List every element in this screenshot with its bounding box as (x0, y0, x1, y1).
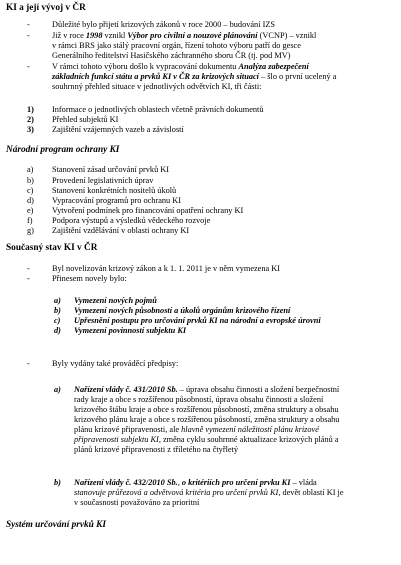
sub-marker: b) (54, 306, 61, 315)
bullet-text-3-line2: základních funkcí státu a prvků KI v ČR za krizových situací – šlo o první ucelený a (52, 72, 337, 81)
sub-item: Vymezení povinností subjektu KI (74, 326, 187, 335)
bullet-dash: - (27, 359, 30, 368)
list-item: Vytvoření podmínek pro financování opatření ochrany KI (52, 206, 244, 215)
reg-a-line3: krizového štábu kraje a obce s rozšířenou působností, změna struktury a obsahu (74, 405, 339, 414)
heading-soucasny-stav: Současný stav KI v ČR (6, 243, 98, 253)
list-marker: b) (27, 176, 34, 185)
heading-system-urcovani: Systém určování prvků KI (6, 520, 106, 530)
heading-ki-vyvoj: KI a její vývoj v ČR (6, 3, 86, 13)
list-item: Provedení legislativních úprav (52, 176, 154, 185)
numbered-marker: 3) (27, 125, 34, 134)
numbered-item: Informace o jednotlivých oblastech včetně právních dokumentů (52, 105, 264, 114)
bullet-text-2-line2: v rámci BRS jako stálý pracovní orgán, řízení tohoto výboru patří do gesce (52, 41, 301, 50)
bullet-dash: - (27, 274, 30, 283)
reg-a-line1: Nařízení vlády č. 431/2010 Sb. – úprava obsahu činnosti a složení bezpečnostní (74, 385, 340, 394)
reg-a-line4: krizového plánu kraje a obce s rozšířenou působností, změna struktury a obsahu (74, 415, 340, 424)
list-item: Vypracování programů pro ochranu KI (52, 196, 182, 205)
bullet-dash: - (27, 20, 30, 29)
numbered-item: Přehled subjektů KI (52, 115, 119, 124)
reg-b-line2: stanovuje průřezová a odvětvová kritéria pro určení prvků KI, devět oblastí KI je (74, 488, 344, 497)
reg-b-line3: v současnosti považováno za prioritní (74, 498, 200, 507)
numbered-marker: 1) (27, 105, 34, 114)
reg-marker: b) (54, 478, 61, 487)
sub-marker: d) (54, 326, 61, 335)
reg-a-line5: plánu krizové připravenosti, ale hlavně vymezení náležitostí plánu krizové (74, 425, 319, 434)
list-marker: d) (27, 196, 34, 205)
list-item: Stanovení zásad určování prvků KI (52, 165, 170, 174)
list-marker: e) (27, 206, 34, 215)
bullet-dash: - (27, 264, 30, 273)
list-item: Podpora výstupů a výsledků vědeckého rozvoje (52, 216, 211, 225)
reg-marker: a) (54, 385, 61, 394)
bullet-text: Byly vydány také prováděcí předpisy: (52, 359, 179, 368)
list-item: Zajištění vzdělávání v oblasti ochrany KI (52, 226, 190, 235)
reg-a-line7: plánů krizové připravenosti z tříletého na čtyřletý (74, 445, 239, 454)
bullet-text-1: Důležité bylo přijetí krizových zákonů v roce 2000 – budování IZS (52, 20, 276, 29)
sub-item: Vymezení nových působností a úkolů orgánům krizového řízení (74, 306, 291, 315)
sub-item: Vymezení nových pojmů (74, 296, 157, 305)
list-marker: g) (27, 226, 34, 235)
list-marker: f) (27, 216, 33, 225)
bullet-text: Přinesem novely bylo: (52, 274, 127, 283)
bullet-text: Byl novelizován krizový zákon a k 1. 1. 2011 je v něm vymezena KI (52, 264, 281, 273)
list-marker: a) (27, 165, 34, 174)
reg-b-line1: Nařízení vlády č. 432/2010 Sb., o kritériích pro určení prvku KI – vláda (74, 478, 317, 487)
bullet-text-3-line1: V rámci tohoto výboru došlo k vypracování dokumentu Analýza zabezpečení (52, 62, 309, 71)
list-marker: c) (27, 186, 34, 195)
bullet-text-2-line1: Již v roce 1998 vznikl Výbor pro civilní a nouzové plánování (VCNP) – vznikl (52, 31, 317, 40)
sub-marker: c) (54, 316, 61, 325)
bullet-dash: - (27, 62, 30, 71)
list-item: Stanovení konkrétních nositelů úkolů (52, 186, 177, 195)
bullet-dash: - (27, 31, 30, 40)
heading-narodni-program: Národní program ochrany KI (6, 145, 120, 155)
sub-marker: a) (54, 296, 61, 305)
bullet-text-2-line3: Generálního ředitelství Hasičského záchranného sboru ČR (tj. pod MV) (52, 51, 291, 60)
sub-item: Upřesnění postupu pro určování prvků KI na národní a evropské úrovni (74, 316, 321, 325)
bullet-text-3-line3: souhrnný přehled situace v jednotlivých odvětvích KI, tři části: (52, 82, 262, 91)
numbered-marker: 2) (27, 115, 34, 124)
reg-a-line2: rady kraje a obce s rozšířenou působností, úprava obsahu činnosti a složení (74, 395, 324, 404)
reg-a-line6: připravenosti subjektu KI, změna cyklu souhrnné aktualizace krizových plánů a (74, 435, 339, 444)
numbered-item: Zajištění vzájemných vazeb a závislostí (52, 125, 184, 134)
